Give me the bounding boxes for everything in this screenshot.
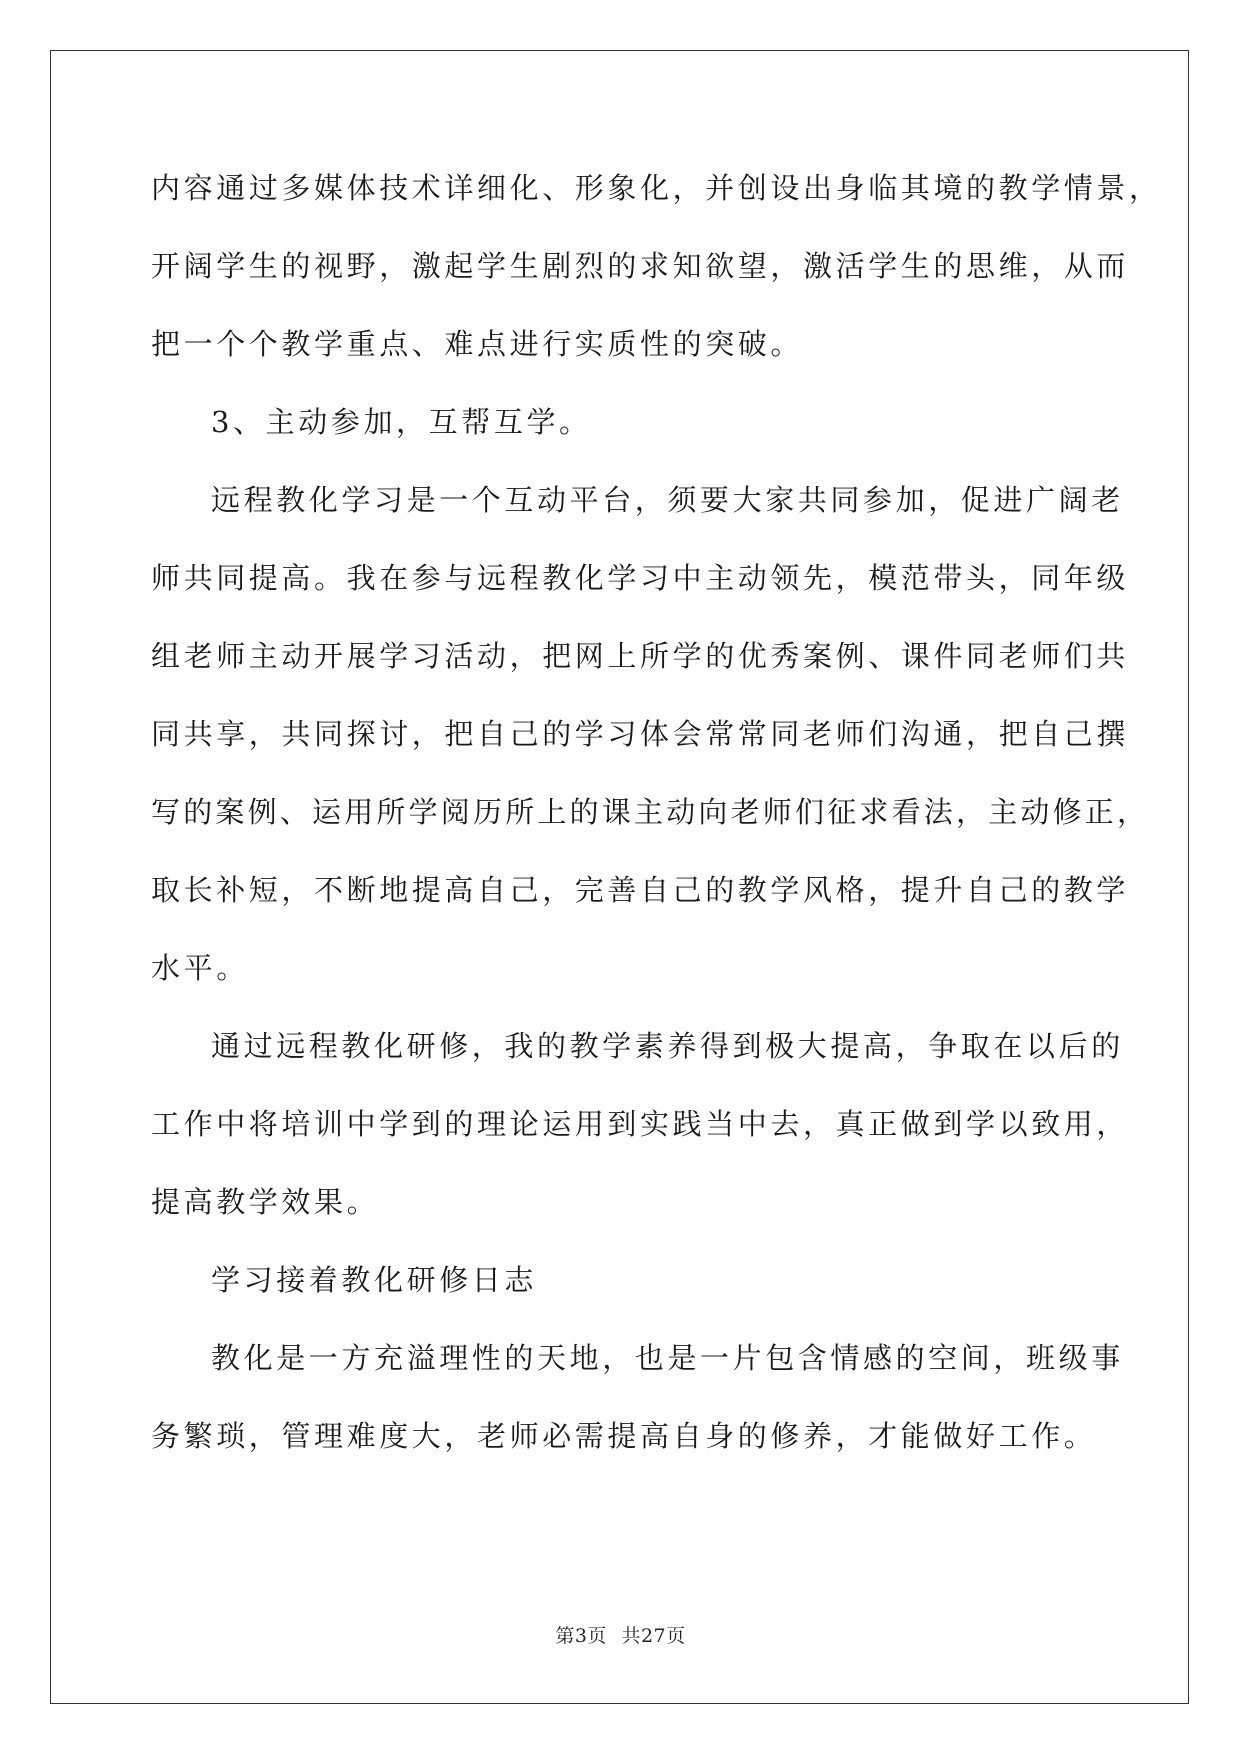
paragraph-line: 把一个个教学重点、难点进行实质性的突破。	[151, 327, 804, 361]
paragraph-line: 开阔学生的视野，激起学生剧烈的求知欲望，激活学生的思维，从而	[151, 249, 1130, 283]
paragraph-line: 通过远程教化研修，我的教学素养得到极大提高，争取在以后的	[211, 1029, 1124, 1063]
document-body	[151, 165, 1162, 1491]
paragraph-line: 取长补短，不断地提高自己，完善自己的教学风格，提升自己的教学	[151, 873, 1130, 907]
paragraph-line: 同共享，共同探讨，把自己的学习体会常常同老师们沟通，把自己撰	[151, 717, 1130, 751]
paragraph-line: 提高教学效果。	[151, 1185, 380, 1219]
page-total: 共27页	[621, 1625, 686, 1647]
paragraph-line: 水平。	[151, 951, 249, 985]
paragraph-line: 务繁琐，管理难度大，老师必需提高自身的修养，才能做好工作。	[151, 1419, 1097, 1453]
paragraph-line: 教化是一方充溢理性的天地，也是一片包含情感的空间，班级事	[211, 1341, 1124, 1375]
page-number: 第3页	[555, 1625, 607, 1647]
paragraph-line: 写的案例、运用所学阅历所上的课主动向老师们征求看法，主动修正，	[151, 795, 1150, 829]
paragraph-line: 工作中将培训中学到的理论运用到实践当中去，真正做到学以致用，	[151, 1107, 1130, 1141]
section-heading: 3、主动参加，互帮互学。	[211, 405, 592, 439]
paragraph-line: 远程教化学习是一个互动平台，须要大家共同参加，促进广阔老	[211, 483, 1124, 517]
paragraph-line: 组老师主动开展学习活动，把网上所学的优秀案例、课件同老师们共	[151, 639, 1130, 673]
page-footer	[0, 1621, 1241, 1648]
paragraph-line: 内容通过多媒体技术详细化、形象化，并创设出身临其境的教学情景，	[151, 171, 1162, 205]
paragraph-line: 师共同提高。我在参与远程教化学习中主动领先，模范带头，同年级	[151, 561, 1130, 595]
section-title: 学习接着教化研修日志	[211, 1263, 538, 1297]
